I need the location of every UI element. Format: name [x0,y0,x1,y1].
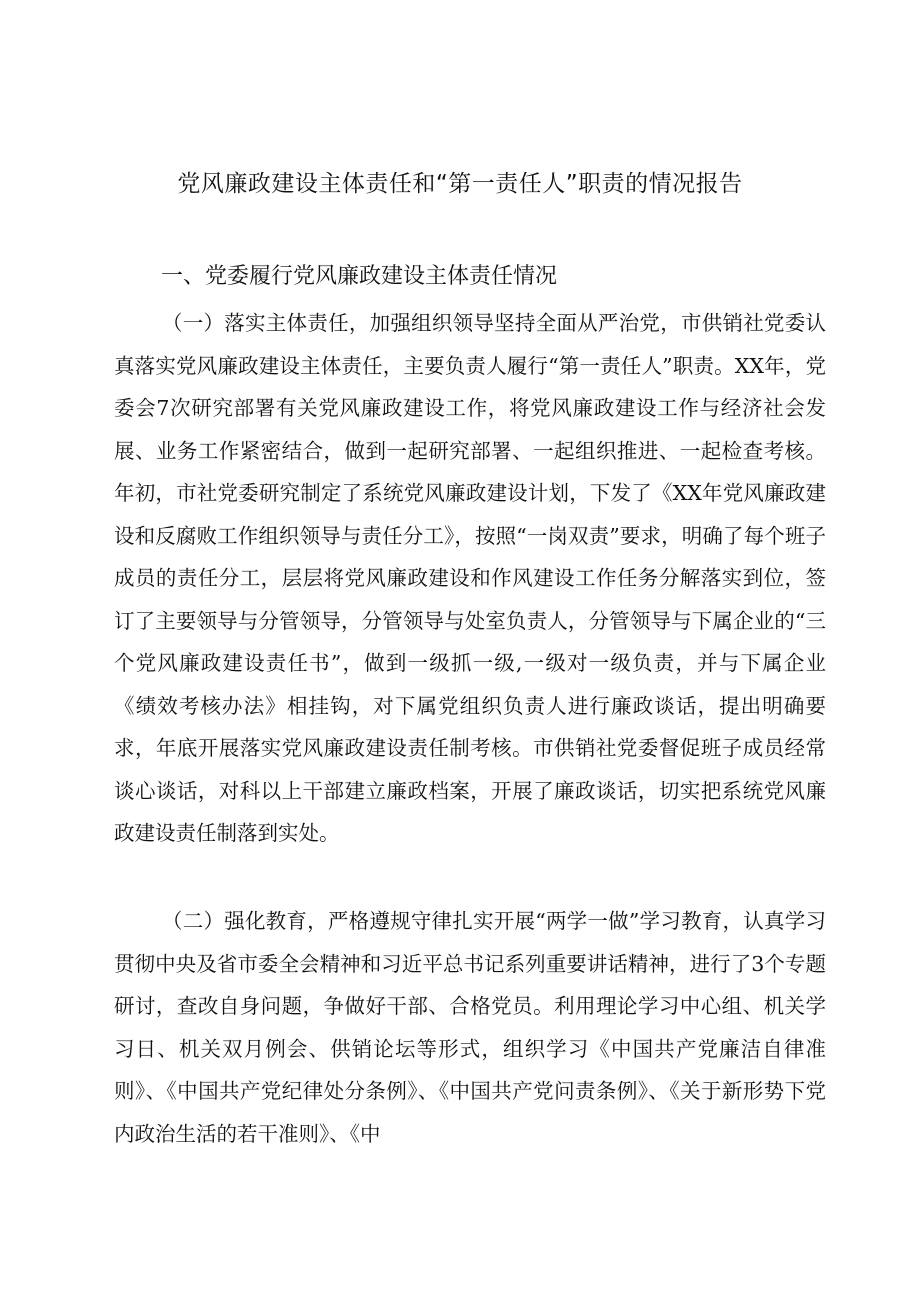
document-title: 党风廉政建设主体责任和“第一责任人”职责的情况报告 [177,171,743,197]
paragraph-education: （二）强化教育，严格遵规守律扎实开展“两学一做”学习教育，认真学习贯彻中央及省市委全会精神和习近平总书记系列重要讲话精神，进行了3个专题研讨，查改自身问题，争做好干部、合格党员。利用理论学习中心组、机关学习日、机关双月例会、供销论坛等形式，组织学习《中国共产党廉洁自律准则》、《中国共产党纪律处分条例》、《中国共产党问责条例》、《关于新形势下党内政治生活的若干准则》、《中 [114,909,826,1146]
section-heading: 一、党委履行党风廉政建设主体责任情况 [161,264,558,289]
paragraph-responsibility: （一）落实主体责任，加强组织领导坚持全面从严治党，市供销社党委认真落实党风廉政建设主体责任，主要负责人履行“第一责任人”职责。XX年，党委会7次研究部署有关党风廉政建设工作，将党风廉政建设工作与经济社会发展、业务工作紧密结合，做到一起研究部署、一起组织推进、一起检查考核。年初，市社党委研究制定了系统党风廉政建设计划，下发了《XX年党风廉政建设和反腐败工作组织领导与责任分工》，按照“一岗双责”要求，明确了每个班子成员的责任分工，层层将党风廉政建设和作风建设工作任务分解落实到位，签订了主要领导与分管领导，分管领导与处室负责人，分管领导与下属企业的“三个党风廉政建设责任书”，做到一级抓一级,一级对一级负责，并与下属企业《绩效考核办法》相挂钩，对下属党组织负责人进行廉政谈话，提出明确要求，年底开展落实党风廉政建设责任制考核。市供销社党委督促班子成员经常谈心谈话，对科以上干部建立廉政档案，开展了廉政谈话，切实把系统党风廉政建设责任制落到实处。 [114,311,826,845]
